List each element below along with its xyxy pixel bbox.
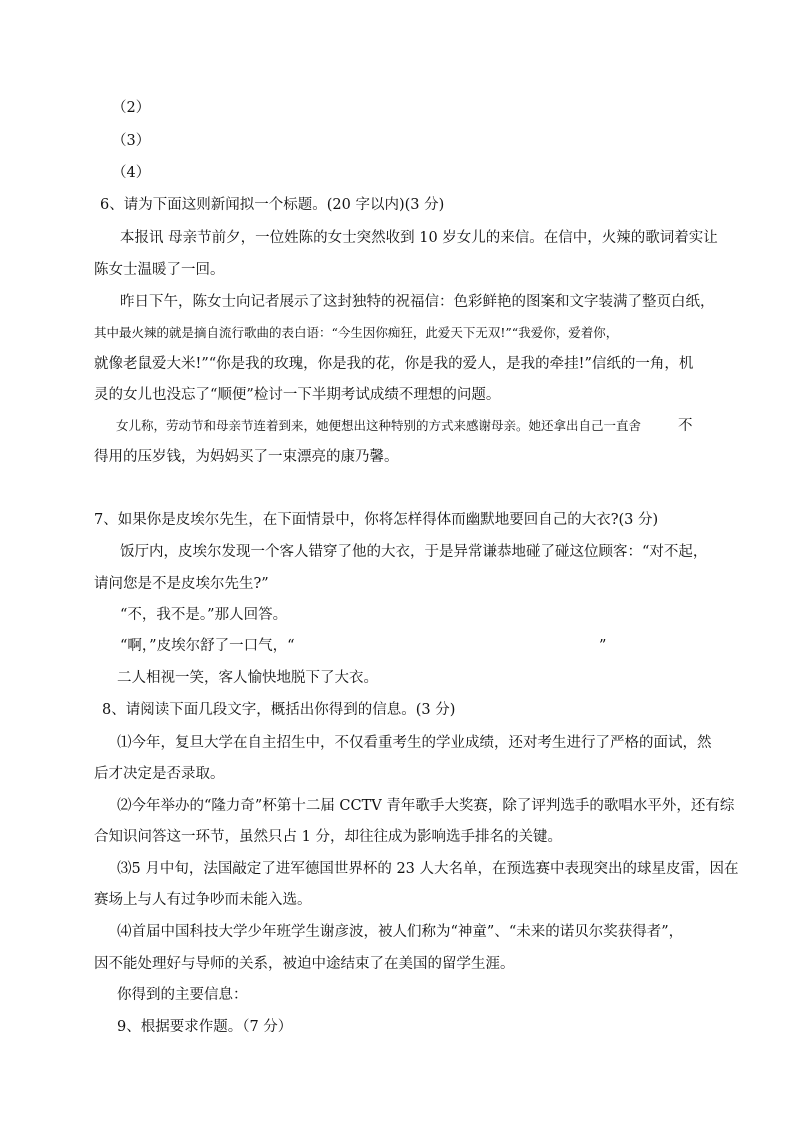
question-7-heading: 7、如果你是皮埃尔先生，在下面情景中，你将怎样得体而幽默地要回自己的大衣?(3 分) (94, 512, 659, 528)
question-9-heading: 9、根据要求作题。（7 分） (117, 1019, 293, 1035)
passage-line: 合知识问答这一环节，虽然只占 1 分，却往往成为影响选手排名的关键。 (94, 829, 562, 845)
news-paragraph-line: 其中最火辣的就是摘自流行歌曲的表白语：“今生因你痴狂，此爱天下无双!”“我爱你，爱着你， (94, 325, 619, 340)
news-paragraph-line: 女儿称，劳动节和母亲节连着到来，她便想出这种特别的方式来感谢母亲。她还拿出自己一直舍 (116, 418, 642, 433)
question-8-heading: 8、请阅读下面几段文字，概括出你得到的信息。(3 分) (102, 702, 456, 718)
question-6-heading: 6、请为下面这则新闻拟一个标题。(20 字以内)(3 分) (100, 197, 445, 213)
passage-line: ⑵今年举办的“隆力奇”杯第十二届 CCTV 青年歌手大奖赛，除了评判选手的歌唱水平外，还有综 (117, 798, 735, 814)
answer-blank-close-quote: ” (599, 638, 607, 654)
passage-line: 赛场上与人有过争吵而未能入选。 (94, 892, 312, 908)
news-paragraph-line: 灵的女儿也没忘了“顺便”检讨一下半期考试成绩不理想的问题。 (94, 387, 501, 403)
passage-line: ⑷首届中国科技大学少年班学生谢彦波，被人们称为“神童”、“未来的诺贝尔奖获得者”， (117, 924, 684, 940)
news-paragraph-line: 就像老鼠爱大米!”“你是我的玫瑰，你是我的花，你是我的爱人，是我的牵挂!”信纸的一角，机 (94, 356, 694, 372)
news-paragraph-line: 陈女士温暖了一回。 (94, 262, 225, 278)
passage-line: 后才决定是否录取。 (94, 766, 225, 782)
news-paragraph-line-end: 不 (678, 418, 693, 434)
news-paragraph-line: 本报讯 母亲节前夕，一位姓陈的女士突然收到 10 岁女儿的来信。在信中，火辣的歌词着实让 (120, 230, 718, 246)
scenario-line: “不，我不是。”那人回答。 (120, 607, 288, 623)
news-paragraph-line: 昨日下午，陈女士向记者展示了这封独特的祝福信：色彩鲜艳的图案和文字装满了整页白纸， (120, 294, 715, 310)
scenario-line: 请问您是不是皮埃尔先生?” (94, 576, 269, 592)
main-info-prompt: 你得到的主要信息： (117, 987, 248, 1003)
scenario-line: “啊，”皮埃尔舒了一口气，“ (120, 638, 295, 654)
answer-slot-2: （2） (112, 100, 151, 116)
scenario-line: 饭厅内，皮埃尔发现一个客人错穿了他的大衣，于是异常谦恭地碰了碰这位顾客：“对不起， (120, 544, 708, 560)
answer-slot-4: （4） (112, 165, 151, 181)
passage-line: ⑶5 月中旬，法国敲定了进军德国世界杯的 23 人大名单，在预选赛中表现突出的球星皮雷，因在 (117, 861, 739, 877)
news-paragraph-line: 得用的压岁钱，为妈妈买了一束漂亮的康乃馨。 (94, 449, 399, 465)
passage-line: 因不能处理好与导师的关系，被迫中途结束了在美国的留学生涯。 (94, 956, 515, 972)
passage-line: ⑴今年，复旦大学在自主招生中，不仅看重考生的学业成绩，还对考生进行了严格的面试，然 (117, 735, 712, 751)
answer-slot-3: （3） (112, 133, 151, 149)
scenario-line: 二人相视一笑，客人愉快地脱下了大衣。 (117, 670, 378, 686)
